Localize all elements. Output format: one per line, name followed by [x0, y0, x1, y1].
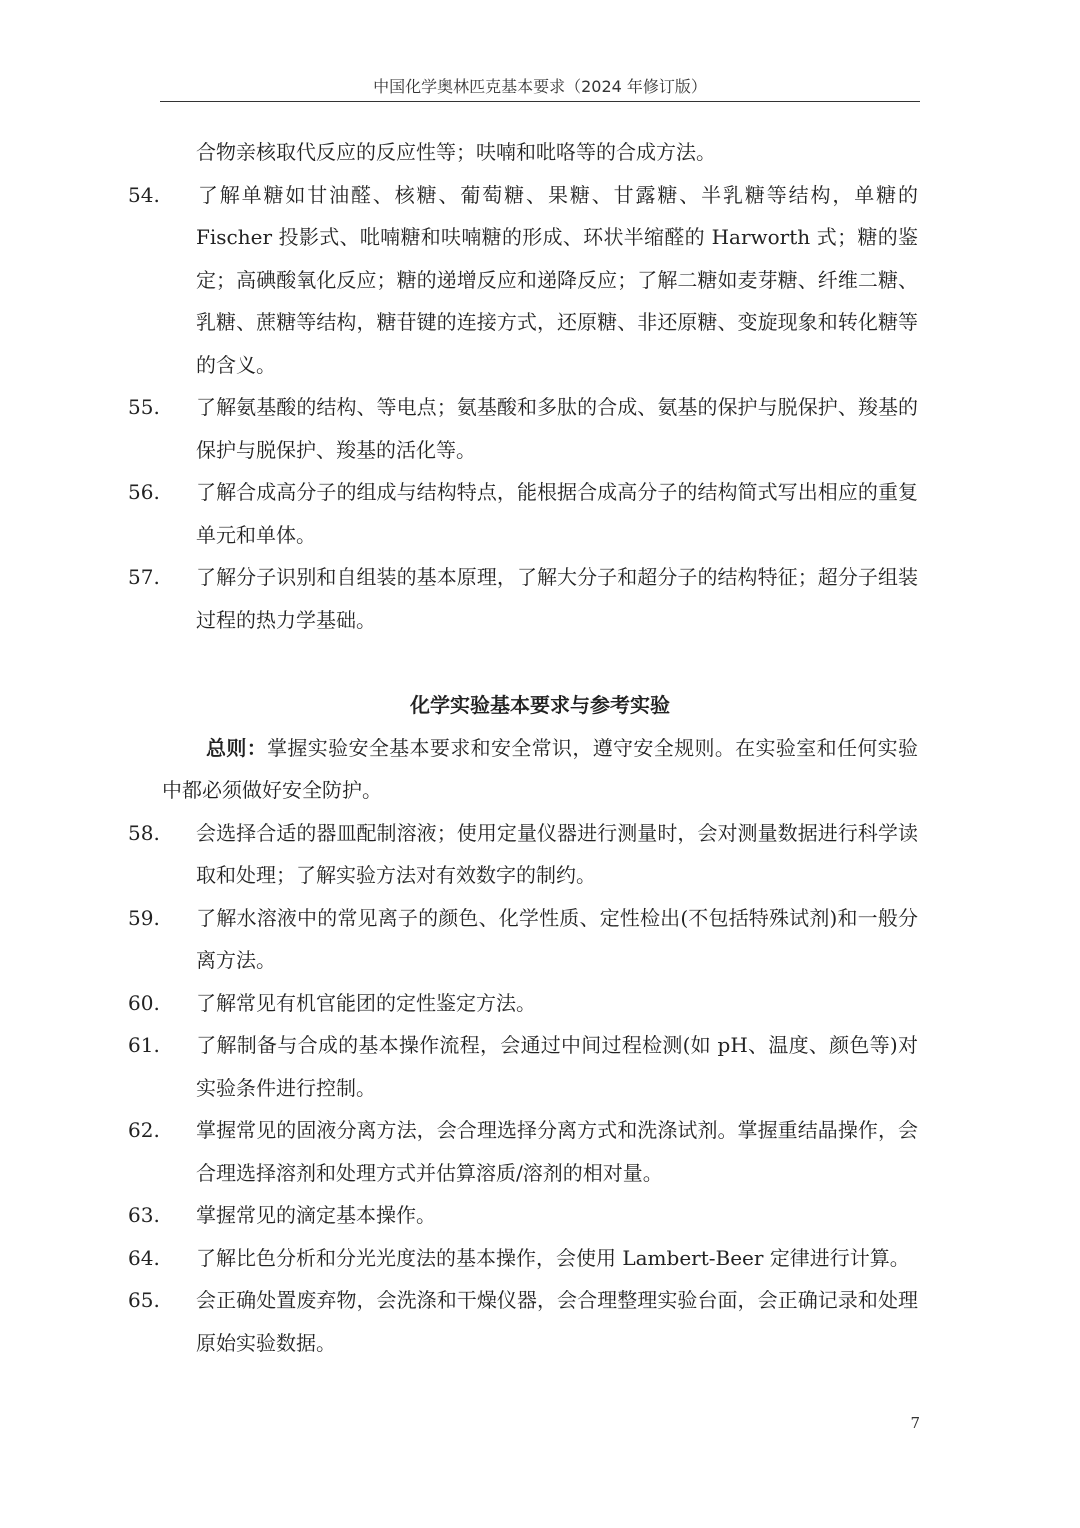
list-item: [128, 556, 918, 641]
list-item: [128, 982, 918, 1025]
item-text: 掌握常见的滴定基本操作。: [196, 1203, 436, 1227]
item-number: 55.: [128, 395, 160, 419]
item-number: 65.: [128, 1288, 160, 1312]
list-item: [128, 1237, 918, 1280]
requirements-list-b: [128, 812, 918, 1365]
general-principle: [162, 727, 918, 812]
page-number: 7: [910, 1414, 920, 1432]
item-text: 了解常见有机官能团的定性鉴定方法。: [196, 990, 536, 1015]
item-text: 了解制备与合成的基本操作流程，会通过中间过程检测(如 pH、温度、颜色等)对实验条件进行控制。: [196, 1033, 918, 1100]
continuation-text: 合物亲核取代反应的反应性等；呋喃和吡咯等的合成方法。: [196, 140, 716, 164]
item-text: 了解分子识别和自组装的基本原理，了解大分子和超分子的结构特征；超分子组装过程的热力学基础。: [196, 565, 918, 632]
item-number: 64.: [128, 1245, 160, 1270]
requirements-list-a: [128, 174, 918, 642]
item-text: 了解水溶液中的常见离子的颜色、化学性质、定性检出(不包括特殊试剂)和一般分离方法。: [196, 905, 918, 972]
list-item: [128, 174, 918, 387]
item-text: 会选择合适的器皿配制溶液；使用定量仪器进行测量时，会对测量数据进行科学读取和处理；了解实验方法对有效数字的制约。: [196, 820, 918, 887]
document-body: [128, 131, 919, 1364]
item-text: 会正确处置废弃物，会洗涤和干燥仪器，会合理整理实验台面，会正确记录和处理原始实验数据。: [196, 1288, 918, 1355]
list-item: [128, 471, 918, 556]
item-number: 54.: [128, 182, 160, 207]
list-item: [128, 386, 918, 471]
item-number: 61.: [128, 1033, 160, 1057]
item-text: 了解比色分析和分光光度法的基本操作，会使用 Lambert-Beer 定律进行计算。: [196, 1245, 910, 1270]
list-item: [128, 1109, 918, 1194]
item-number: 59.: [128, 905, 160, 930]
item-number: 63.: [128, 1203, 160, 1227]
item-number: 60.: [128, 990, 160, 1015]
item-number: 57.: [128, 565, 160, 589]
page-header: 中国化学奥林匹克基本要求（2024 年修订版）: [373, 77, 707, 96]
item-text: 了解单糖如甘油醛、核糖、葡萄糖、果糖、甘露糖、半乳糖等结构，单糖的Fischer 投影式、吡喃糖和呋喃糖的形成、环状半缩醛的 Harworth 式；糖的鉴定；高碘酸氧化反应；糖的递增反应和递降反应；了解二糖如麦芽糖、纤维二糖、乳糖、蔗糖等结构，糖苷键的连接方式，还原糖、非还原糖、变旋现象和转化糖等的含义。: [196, 182, 918, 377]
section-title: 化学实验基本要求与参考实验: [410, 693, 670, 717]
general-text: 掌握实验安全基本要求和安全常识，遵守安全规则。在实验室和任何实验中都必须做好安全防护。: [162, 735, 919, 802]
section-spacer: [162, 641, 918, 684]
general-label: 总则：: [206, 735, 268, 760]
list-item: [128, 1279, 918, 1364]
list-item: [128, 1194, 918, 1237]
list-item: [128, 1024, 918, 1109]
item-text: 掌握常见的固液分离方法，会合理选择分离方式和洗涤试剂。掌握重结晶操作，会合理选择溶剂和处理方式并估算溶质/溶剂的相对量。: [196, 1118, 918, 1185]
list-item: [128, 897, 918, 982]
item-number: 62.: [128, 1118, 160, 1142]
item-number: 56.: [128, 480, 160, 504]
item-number: 58.: [128, 820, 160, 845]
item-text: 了解氨基酸的结构、等电点；氨基酸和多肽的合成、氨基的保护与脱保护、羧基的保护与脱保护、羧基的活化等。: [196, 395, 918, 462]
item-text: 了解合成高分子的组成与结构特点，能根据合成高分子的结构简式写出相应的重复单元和单体。: [196, 480, 918, 547]
list-item: [128, 812, 918, 897]
header-rule: [160, 101, 920, 102]
